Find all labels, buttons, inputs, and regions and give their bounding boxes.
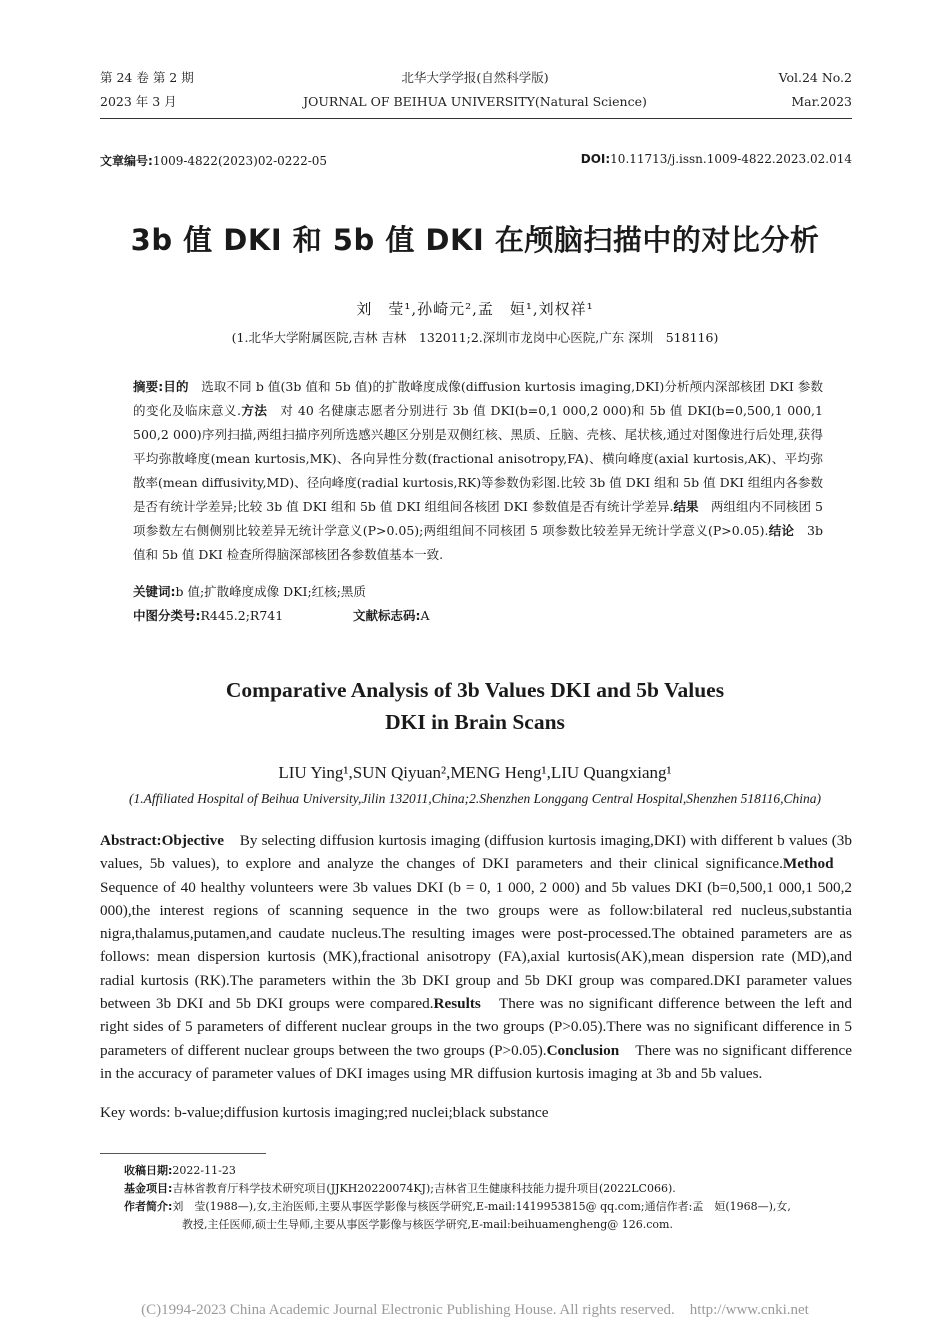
en-objective: By selecting diffusion kurtosis imaging (diffusion kurtosis imaging,DKI) with different b values (3b values, 5b values), to explore and analyze the changes of DKI parameters and their clinical significance.: [100, 832, 852, 873]
received-label: 收稿日期:: [124, 1164, 173, 1177]
cn-abstract: [133, 375, 823, 567]
cn-doccode-value: A: [420, 608, 430, 623]
cn-document-code: [353, 606, 430, 624]
cn-keywords: [133, 582, 366, 600]
footnote-fund: [124, 1180, 854, 1198]
cn-keywords-label: 关键词:: [133, 584, 176, 599]
cn-results-label: 结果: [673, 499, 699, 514]
footnote-author: [124, 1198, 854, 1216]
cn-conclusion: 3b 值和 5b 值 DKI 检查所得脑深部核团各参数值基本一致.: [133, 523, 823, 562]
cn-method-label: 方法: [240, 403, 268, 418]
en-keywords-label: Key words:: [100, 1104, 171, 1121]
header-rule: [100, 118, 852, 119]
cn-classification: [133, 606, 283, 624]
journal-name-cn: 北华大学学报(自然科学版): [401, 70, 549, 85]
cn-abstract-label: 摘要:: [133, 379, 164, 394]
article-number-label: 文章编号:: [100, 154, 153, 168]
cn-doccode-label: 文献标志码:: [353, 608, 421, 623]
cn-keywords-value: b 值;扩散峰度成像 DKI;红核;黑质: [175, 584, 366, 599]
cn-authors: 刘 莹¹,孙崎元²,孟 姮¹,刘权祥¹: [356, 300, 594, 318]
doi-value: 10.11713/j.issn.1009-4822.2023.02.014: [610, 152, 852, 166]
en-conclusion-label: Conclusion: [546, 1041, 620, 1059]
cn-conclusion-label: 结论: [768, 523, 795, 538]
header-volume: 第 24 卷 第 2 期: [100, 70, 194, 85]
en-keywords: [100, 1104, 852, 1122]
author-bio-line2: 教授,主任医师,硕士生导师,主要从事医学影像与核医学研究,E-mail:beihuamengheng@ 126.com.: [182, 1218, 673, 1231]
en-abstract: [100, 829, 852, 1085]
footnote-received: [124, 1162, 854, 1180]
copyright-watermark: (C)1994-2023 China Academic Journal Electronic Publishing House. All rights reserved. http://www.cnki.net: [141, 1302, 809, 1318]
journal-name-en: JOURNAL OF BEIHUA UNIVERSITY(Natural Science): [303, 94, 647, 109]
author-bio-line1: 刘 莹(1988—),女,主治医师,主要从事医学影像与核医学研究,E-mail:1419953815@ qq.com;通信作者:孟 姮(1968—),女,: [172, 1200, 791, 1213]
received-value: 2022-11-23: [172, 1164, 236, 1177]
cn-results: 两组组内不同核团 5 项参数左右侧侧别比较差异无统计学意义(P>0.05);两组组间不同核团 5 项参数比较差异无统计学意义(P>0.05).: [133, 499, 823, 538]
en-affiliation: (1.Affiliated Hospital of Beihua University,Jilin 132011,China;2.Shenzhen Longgang Central Hospital,Shenzhen 518116,China): [128, 791, 822, 806]
en-title: [0, 674, 950, 738]
en-abstract-label: Abstract:: [100, 832, 162, 849]
cn-method: 对 40 名健康志愿者分别进行 3b 值 DKI(b=0,1 000,2 000)和 5b 值 DKI(b=0,500,1 000,1 500,2 000)序列扫描,两组扫描序列所选感兴趣区分别是双侧红核、黑质、丘脑、壳核、尾状核,通过对图像进行后处理,获得平均弥散峰度(mean kurtosis,MK)、各向异性分数(fractional anisotropy,FA)、横向峰度(axial kurtosis,AK)、平均弥散率(mean diffusivity,MD)、径向峰度(radial kurtosis,RK)等参数伪彩图.比较 3b 值 DKI 组和 5b 值 DKI 组组内各参数是否有统计学差异;比较 3b 值 DKI 组和 5b 值 DKI 组组间各核团 DKI 参数值是否有统计学差异.: [133, 403, 823, 514]
en-objective-label: Objective: [161, 832, 224, 849]
en-title-line2: DKI in Brain Scans: [385, 710, 565, 734]
en-conclusion: There was no significant difference in the accuracy of parameter values of DKI images using MR diffusion kurtosis imaging at 3b and 5b values.: [100, 1041, 852, 1082]
author-bio-label: 作者简介:: [124, 1200, 173, 1213]
en-method-label: Method: [782, 855, 834, 873]
cn-clc-label: 中图分类号:: [133, 608, 201, 623]
fund-value: 吉林省教育厅科学技术研究项目(JJKH20220074KJ);吉林省卫生健康科技能力提升项目(2022LC066).: [172, 1182, 676, 1195]
doi: [581, 152, 852, 166]
en-results: There was no significant difference between the left and right sides of 5 parameters of different nuclear groups in the two groups (P>0.05).There was no significant difference in 5 parameters of different nuclear groups between the two groups (P>0.05).: [100, 995, 852, 1059]
en-keywords-value: b-value;diffusion kurtosis imaging;red nuclei;black substance: [170, 1104, 549, 1121]
en-results-label: Results: [433, 995, 481, 1013]
header-volume-en: Vol.24 No.2: [778, 70, 852, 85]
cn-objective-label: 目的: [163, 379, 189, 394]
header-issue-en: [779, 70, 852, 110]
cn-clc-value: R445.2;R741: [200, 608, 284, 623]
cn-title: 3b 值 DKI 和 5b 值 DKI 在颅脑扫描中的对比分析: [130, 223, 820, 257]
header-date: 2023 年 3 月: [100, 94, 177, 109]
en-method: Sequence of 40 healthy volunteers were 3b values DKI (b = 0, 1 000, 2 000) and 5b values DKI (b=0,500,1 000,1 500,2 000),the interest regions of scanning sequence in the two groups were as follow:bilateral red nucleus,substantia nigra,thalamus,putamen,and caudate nucleus.The resulting images were post-processed.The obtained parameters are as follows: mean dispersion kurtosis (MK),fractional anisotropy (FA),axial kurtosis(AK),mean dispersion rate (MD),and radial kurtosis (RK).The parameters within the 3b DKI group and 5b DKI group was compared.DKI parameter values between 3b DKI and 5b DKI groups were compared.: [100, 855, 853, 1013]
header-date-en: Mar.2023: [791, 94, 852, 109]
fund-label: 基金项目:: [124, 1182, 173, 1195]
cn-objective: 选取不同 b 值(3b 值和 5b 值)的扩散峰度成像(diffusion kurtosis imaging,DKI)分析颅内深部核团 DKI 参数的变化及临床意义.: [133, 379, 824, 418]
en-authors: LIU Ying¹,SUN Qiyuan²,MENG Heng¹,LIU Quangxiang¹: [278, 763, 672, 782]
doi-label: DOI:: [580, 152, 611, 166]
en-title-line1: Comparative Analysis of 3b Values DKI and 5b Values: [225, 678, 725, 702]
article-number-value: 1009-4822(2023)02-0222-05: [152, 154, 328, 168]
article-number: [100, 152, 327, 169]
footnote-rule: [100, 1153, 266, 1154]
cn-affiliation: (1.北华大学附属医院,吉林 吉林 132011;2.深圳市龙岗中心医院,广东 深圳 518116): [231, 330, 719, 345]
footnote-author-cont: [182, 1216, 854, 1234]
